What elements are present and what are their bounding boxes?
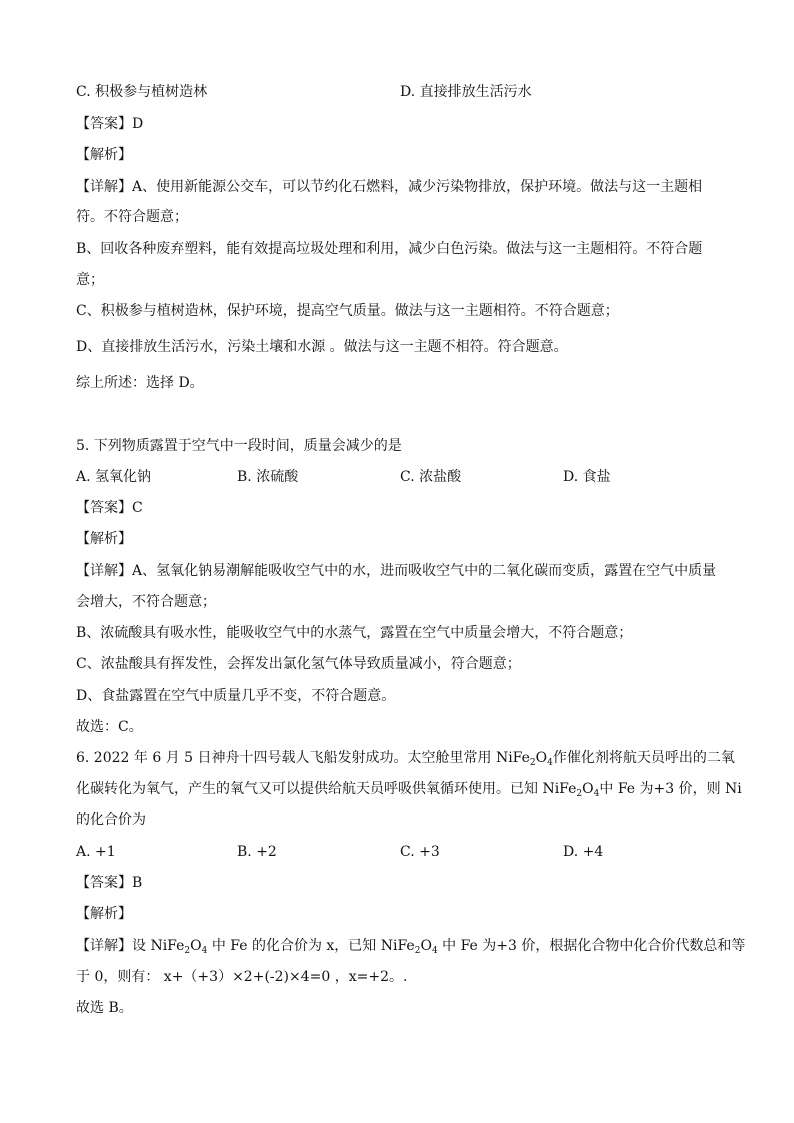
answer-label: 【答案】B	[76, 875, 143, 891]
answer-label: 【答案】C	[76, 500, 143, 516]
analysis-label: 【解析】	[76, 531, 132, 547]
question-6-stem: 化碳转化为氧气，产生的氧气又可以提供给航天员呼吸供氧循环使用。已知 $NiFe_2O_4$中 Fe 为+3 价，则 Ni	[76, 781, 742, 799]
summary-line: 综上所述：选择 D。	[76, 375, 204, 391]
detail-line: C、浓盐酸具有挥发性，会挥发出氯化氢气体导致质量减小，符合题意；	[76, 656, 521, 672]
question-6-stem: 的化合价为	[76, 812, 146, 828]
detail-line: 意；	[76, 272, 104, 288]
detail-line: D、直接排放生活污水，污染土壤和水源 。做法与这一主题不相符。符合题意。	[76, 339, 568, 355]
q5-option-d: D. 食盐	[563, 469, 611, 485]
q5-option-b: B. 浓硫酸	[237, 469, 299, 485]
detail-line: D、食盐露置在空气中质量几乎不变，不符合题意。	[76, 688, 396, 704]
analysis-label: 【解析】	[76, 906, 132, 922]
detail-line: 【详解】设 $NiFe_2O_4$ 中 Fe 的化合价为 x，已知 $NiFe_2O_4$ 中 Fe 为+3 价，根据化合物中化合价代数总和等	[76, 938, 746, 956]
conclusion-line: 故选：C。	[76, 719, 143, 735]
detail-line: 于 0，则有： x+（+3）×2+(-2)×4=0 ，x=+2。.	[76, 969, 408, 985]
q6-option-b: B. +2	[237, 844, 277, 860]
option-d: D. 直接排放生活污水	[400, 84, 532, 100]
q5-option-c: C. 浓盐酸	[400, 469, 462, 485]
detail-line: 【详解】A、氢氧化钠易潮解能吸收空气中的水，进而吸收空气中的二氧化碳而变质，露置在空气中质量	[76, 563, 717, 579]
detail-line: 会增大，不符合题意；	[76, 594, 216, 610]
detail-line: C、积极参与植树造林，保护环境，提高空气质量。做法与这一主题相符。不符合题意；	[76, 303, 619, 319]
answer-label: 【答案】D	[76, 116, 144, 132]
conclusion-line: 故选 B。	[76, 1000, 133, 1016]
detail-line: 符。不符合题意；	[76, 209, 188, 225]
question-5-stem: 5. 下列物质露置于空气中一段时间，质量会减少的是	[76, 438, 402, 454]
q6-option-d: D. +4	[563, 844, 604, 860]
question-6-stem: 6. 2022 年 6 月 5 日神舟十四号载人飞船发射成功。太空舱里常用 $NiFe_2O_4$作催化剂将航天员呼出的二氧	[76, 750, 735, 768]
analysis-label: 【解析】	[76, 147, 132, 163]
q6-option-a: A. +1	[76, 844, 116, 860]
detail-line: B、回收各种废弃塑料，能有效提高垃圾处理和利用，减少白色污染。做法与这一主题相符。不符合题	[76, 241, 703, 257]
option-c: C. 积极参与植树造林	[76, 84, 208, 100]
detail-line: 【详解】A、使用新能源公交车，可以节约化石燃料，减少污染物排放，保护环境。做法与这一主题相	[76, 179, 703, 195]
detail-line: B、浓硫酸具有吸水性，能吸收空气中的水蒸气，露置在空气中质量会增大，不符合题意；	[76, 625, 633, 641]
q5-option-a: A. 氢氧化钠	[76, 469, 152, 485]
q6-option-c: C. +3	[400, 844, 440, 860]
